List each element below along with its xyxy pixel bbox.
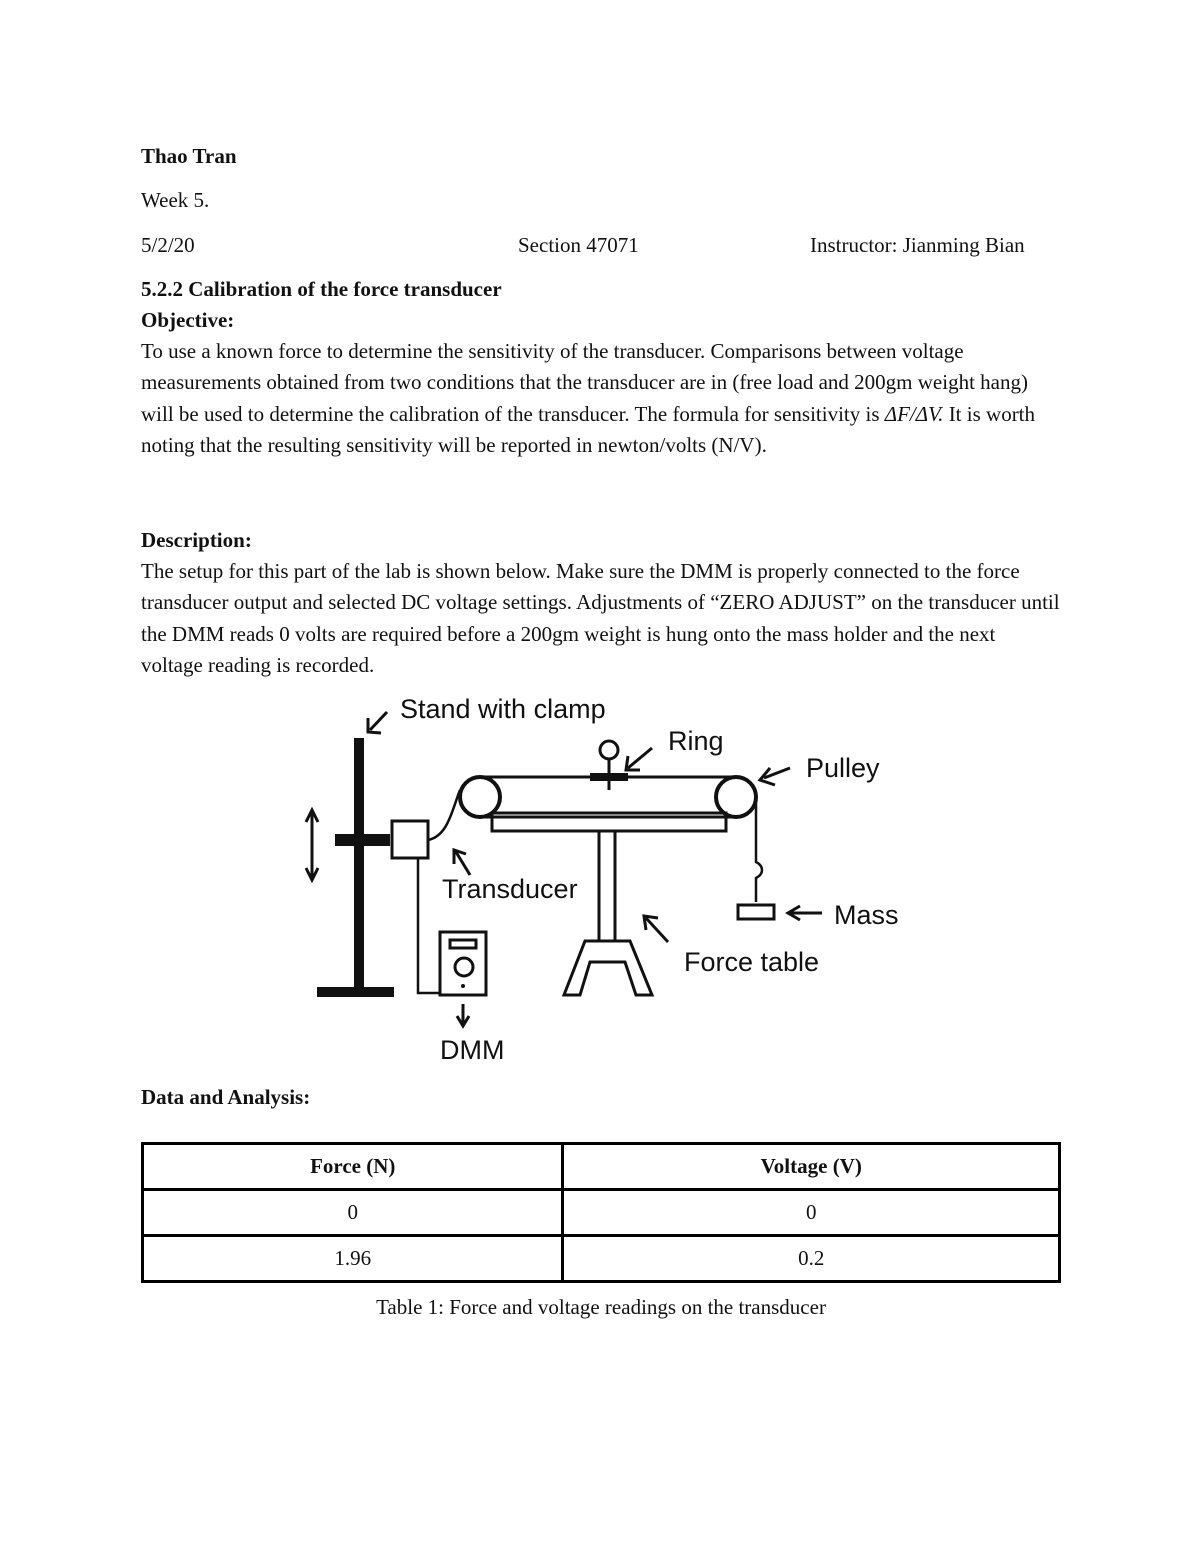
dmm-wire xyxy=(418,858,440,993)
table-row xyxy=(143,1236,1060,1282)
transducer-box xyxy=(392,821,428,858)
week-label: Week 5. xyxy=(141,188,210,212)
ring xyxy=(600,741,618,759)
force-table-leg xyxy=(599,831,615,941)
label-ring: Ring xyxy=(668,726,724,756)
description-title: Description: xyxy=(141,528,252,552)
label-mass: Mass xyxy=(834,900,899,930)
header-voltage: Voltage (V) xyxy=(563,1144,1060,1190)
description-paragraph: The setup for this part of the lab is shown below. Make sure the DMM is properly connected to the force transducer output and selected DC voltage settings. Adjustments of “ZERO ADJUST” on the transducer until the DMM reads 0 volts are required before a 200gm weight is hung onto the mass holder and the next voltage reading is recorded. xyxy=(141,559,1060,677)
sensitivity-formula: ΔF/ΔV. xyxy=(884,401,944,426)
table-header-row xyxy=(143,1144,1060,1190)
label-transducer: Transducer xyxy=(442,874,578,904)
setup-diagram xyxy=(290,690,930,1070)
table-row xyxy=(143,1190,1060,1236)
author-name: Thao Tran xyxy=(141,144,237,168)
section-label: Section 47071 xyxy=(518,233,639,257)
header-force: Force (N) xyxy=(143,1144,563,1190)
mass-block xyxy=(738,905,774,919)
objective-text-end: It is worth noting that the resulting sensitivity will be reported in newton/volts (N/V). xyxy=(141,401,1036,457)
pulley-right xyxy=(716,777,756,817)
table-cell: 1.96 xyxy=(143,1236,563,1282)
objective-text-start: To use a known force to determine the sensitivity of the transducer. Comparisons between voltage measurements obtained from two conditions that the transducer are in (free load and 200gm weight hang) will be used to determine the calibration of the transducer. The formula for sensitivity is xyxy=(141,339,1028,426)
instructor-label: Instructor: Jianming Bian xyxy=(810,233,1025,257)
force-table-base xyxy=(564,941,652,995)
label-force-table: Force table xyxy=(684,947,820,977)
section-heading: 5.2.2 Calibration of the force transducer xyxy=(141,277,502,301)
date-label: 5/2/20 xyxy=(141,233,195,257)
data-table xyxy=(141,1142,1061,1283)
label-pulley: Pulley xyxy=(806,753,880,783)
objective-title: Objective: xyxy=(141,308,235,332)
table-cell: 0 xyxy=(143,1190,563,1236)
table-cell: 0 xyxy=(563,1190,1060,1236)
table-caption: Table 1: Force and voltage readings on the transducer xyxy=(376,1295,826,1319)
mass-string xyxy=(756,797,762,902)
analysis-title: Data and Analysis: xyxy=(141,1085,311,1109)
objective-paragraph xyxy=(141,336,1061,461)
pulley-left xyxy=(460,777,500,817)
label-stand: Stand with clamp xyxy=(400,694,606,724)
table-cell: 0.2 xyxy=(563,1236,1060,1282)
string-left xyxy=(428,790,460,840)
label-dmm: DMM xyxy=(440,1035,505,1065)
